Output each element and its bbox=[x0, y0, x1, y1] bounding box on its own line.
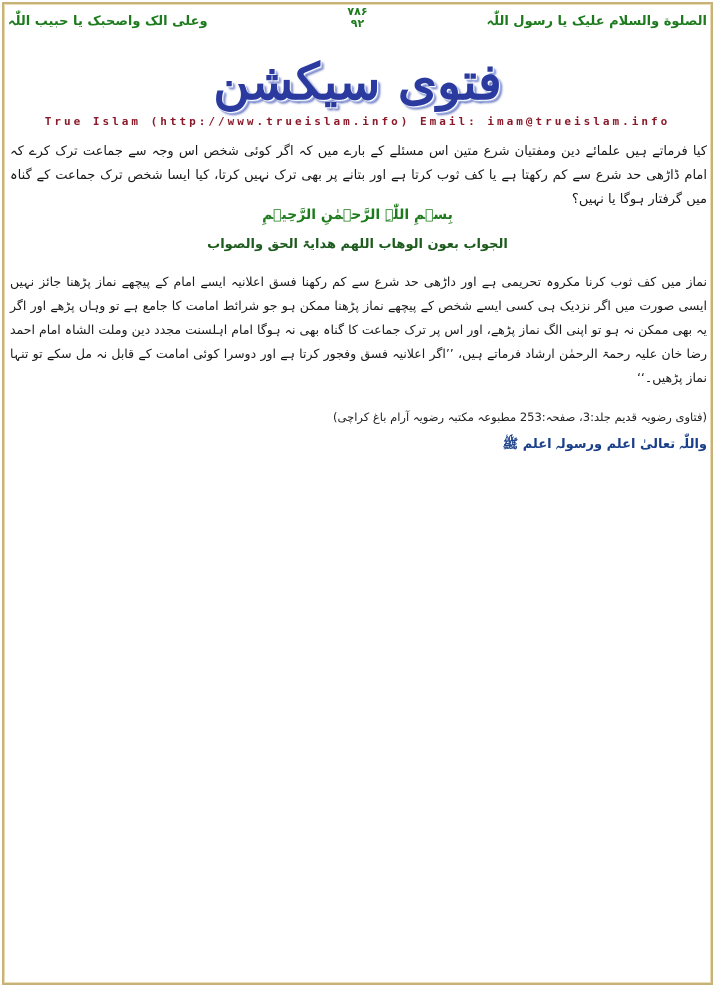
salutation-left: وعلی الک واصحبک یا حبیب اللّٰہ bbox=[8, 14, 208, 29]
page-title: فتوی سیکشن bbox=[213, 52, 502, 111]
reference-citation: (فتاوی رضویہ قدیم جلد:3، صفحہ:253 مطبوعہ مکتبہ رضویہ آرام باغ کراچی) bbox=[333, 410, 707, 424]
contact-line: True Islam (http://www.trueislam.info) Email: imam@trueislam.info bbox=[44, 115, 671, 128]
question-text: کیا فرماتے ہیں علمائے دین ومفتیان شرع متین اس مسئلے کے بارے میں کہ اگر کوئی شخص اس وجہ سے جماعت ترک کرے کہ امام ڈاڑھی حد شرع سے کم رکھتا ہے یا کف ثوب کرتا ہے اور بتانے پر بھی ترک نہیں کرتا، کیا ایسا شخص ترک جماعت کے گناہ میں گرفتار ہوگا یا نہیں؟ bbox=[10, 144, 707, 207]
header-bar bbox=[8, 6, 707, 44]
salutation-right: الصلوة والسلام علیک یا رسول اللّٰہ bbox=[486, 14, 707, 29]
answer-heading: الجواب بعون الوھاب اللھم ھدایۃ الحق والصواب bbox=[207, 237, 508, 252]
abjad-code-top: ۷۸۶ bbox=[347, 5, 368, 18]
abjad-code-bottom: ۹۲ bbox=[350, 17, 365, 30]
closing-line: واللّٰہ تعالیٰ اعلم ورسولہ اعلم ﷺ bbox=[502, 437, 707, 452]
abjad-code bbox=[347, 6, 367, 30]
bismillah: بِسۡمِ اللّٰہِ الرَّحۡمٰنِ الرَّحِیۡمِ bbox=[262, 207, 453, 223]
answer-text: نماز میں کف ثوب کرنا مکروہ تحریمی ہے اور داڑھی حد شرع سے کم رکھنا فسق اعلانیہ ایسے امام کے پیچھے نماز پڑھنا جائز نہیں ایسی صورت میں اگر نزدیک ہی کسی ایسے شخص کے پیچھے نماز پڑھنا ممکن ہو جو شرائط امامت کا جامع ہے تو وہاں پڑھے اور اگر یہ بھی ممکن نہ ہو تو اپنی الگ نماز پڑھے، اور اس پر ترک جماعت کا گناہ بھی نہ ہوگا امام اہلسنت مجدد دین وملت الشاہ امام احمد رضا خان علیہ رحمۃ الرحمٰن ارشاد فرماتے ہیں، ’’اگر اعلانیہ فسق وفجور کرتا ہے اور دوسرا کوئی امامت کے قابل نہ مل سکے تو تنہا نماز پڑھیں۔‘‘ bbox=[10, 274, 707, 385]
